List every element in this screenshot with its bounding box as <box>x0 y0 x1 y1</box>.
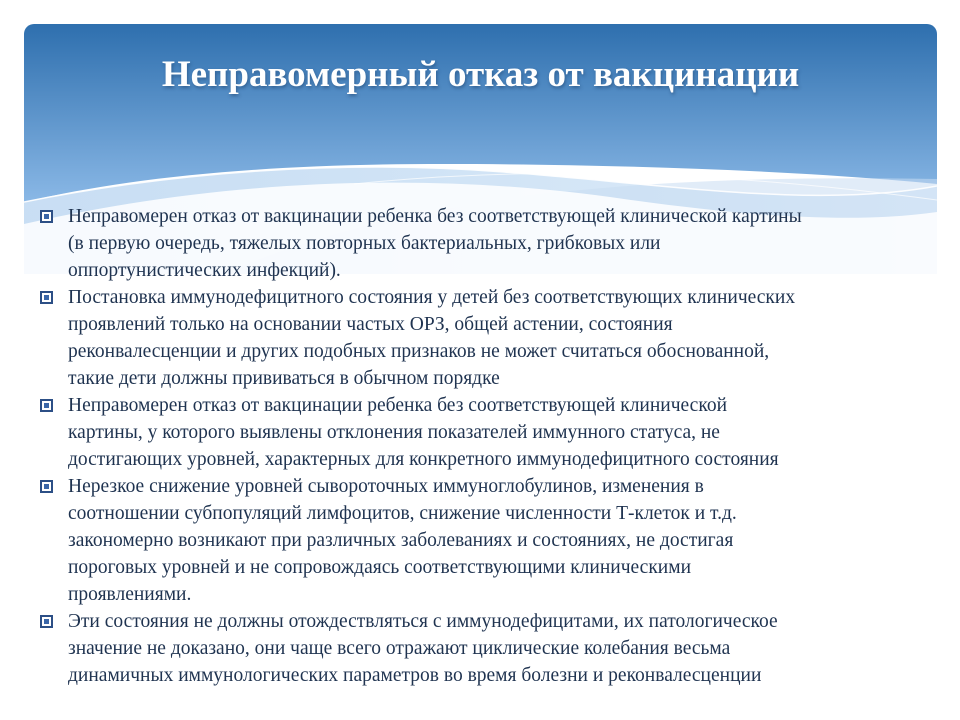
bullet-item <box>36 203 936 284</box>
bullet-text-line: Нерезкое снижение уровней сывороточных иммуноглобулинов, изменения в <box>68 476 704 497</box>
bullet-text-line: значение не доказано, они чаще всего отражают циклические колебания весьма <box>68 638 731 659</box>
bullet-text-line: (в первую очередь, тяжелых повторных бактериальных, грибковых или <box>68 233 661 254</box>
square-bullet-icon <box>40 399 53 412</box>
bullet-item <box>36 608 936 689</box>
bullet-text-line: достигающих уровней, характерных для конкретного иммунодефицитного состояния <box>68 449 779 470</box>
bullet-text-line: проявлениями. <box>68 584 192 605</box>
square-bullet-icon <box>40 615 53 628</box>
bullet-item <box>36 473 936 608</box>
bullet-text-line: такие дети должны прививаться в обычном порядке <box>68 368 500 389</box>
bullet-text-line: закономерно возникают при различных заболеваниях и состояниях, не достигая <box>68 530 734 551</box>
bullet-text-line: соотношении субпопуляций лимфоцитов, снижение численности Т-клеток и т.д. <box>68 503 737 524</box>
bullet-text-line: динамичных иммунологических параметров во время болезни и реконвалесценции <box>68 665 762 686</box>
bullet-text-line: Неправомерен отказ от вакцинации ребенка без соответствующей клинической картины <box>68 206 802 227</box>
bullet-text-line: Неправомерен отказ от вакцинации ребенка без соответствующей клинической <box>68 395 728 416</box>
bullet-list <box>36 203 936 689</box>
bullet-text-line: пороговых уровней и не сопровождаясь соответствующими клиническими <box>68 557 692 578</box>
bullet-text-line: реконвалесценции и других подобных признаков не может считаться обоснованной, <box>68 341 770 362</box>
bullet-text-line: картины, у которого выявлены отклонения показателей иммунного статуса, не <box>68 422 720 443</box>
bullet-text-line: Эти состояния не должны отождествляться с иммунодефицитами, их патологическое <box>68 611 778 632</box>
square-bullet-icon <box>40 210 53 223</box>
bullet-text-line: Постановка иммунодефицитного состояния у детей без соответствующих клинических <box>68 287 796 308</box>
bullet-text-line: проявлений только на основании частых ОРЗ, общей астении, состояния <box>68 314 673 335</box>
bullet-item <box>36 284 936 392</box>
slide-title: Неправомерный отказ от вакцинации <box>161 54 800 95</box>
square-bullet-icon <box>40 480 53 493</box>
bullet-text-line: оппортунистических инфекций). <box>68 260 341 281</box>
square-bullet-icon <box>40 291 53 304</box>
bullet-item <box>36 392 936 473</box>
